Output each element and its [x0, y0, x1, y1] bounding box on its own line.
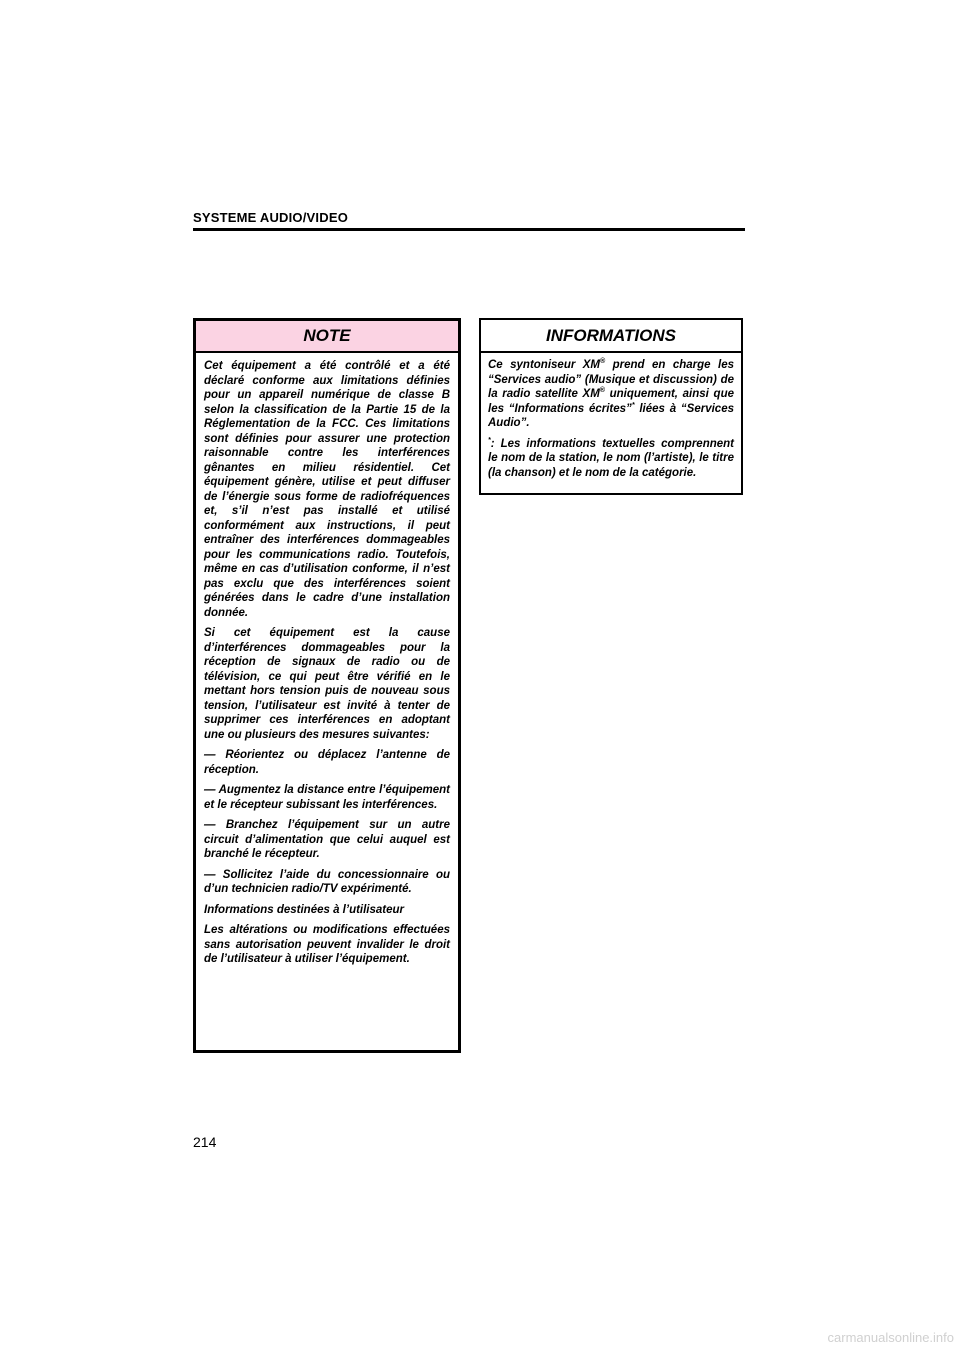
note-paragraph: — Sollicitez l’aide du concessionnaire ou d’un technicien radio/TV expérimenté.: [204, 868, 450, 895]
registered-mark: ®: [599, 387, 605, 395]
note-body: [196, 353, 458, 967]
note-title: NOTE: [196, 321, 458, 353]
footnote-star: *: [488, 436, 491, 444]
note-paragraph: Les altérations ou modifications effectuées sans autorisation peuvent invalider le droit de l’utilisateur à utiliser l’équipement.: [204, 924, 450, 965]
informations-footnote: [488, 437, 734, 481]
note-paragraph: — Branchez l’équipement sur un autre circuit d’alimentation que celui auquel est branché le récepteur.: [204, 819, 450, 860]
info-text: uniquement, ainsi que les “Informations écrites”: [488, 388, 734, 415]
registered-mark: ®: [600, 358, 606, 366]
note-paragraph: — Augmentez la distance entre l’équipement et le récepteur subissant les interférences.: [204, 784, 450, 811]
informations-paragraph: [488, 358, 734, 431]
note-paragraph: Si cet équipement est la cause d’interférences dommageables pour la réception de signaux de radio ou de télévision, ce qui peut être vérifié en le mettant hors tension puis de nouveau sous tension, l’utilisateur est invité à tenter de supprimer ces interférences en adoptant une ou plusieurs des mesures suivantes:: [204, 627, 450, 741]
informations-body: [481, 353, 741, 480]
info-text: Ce syntoniseur XM: [488, 359, 601, 371]
footnote-star: *: [631, 401, 635, 409]
watermark: carmanualsonline.info: [827, 1330, 954, 1345]
note-paragraph: Informations destinées à l’utilisateur: [204, 903, 405, 916]
info-text: prend en charge les “Services audio” (Musique et discussion) de la radio satellite XM: [488, 359, 734, 400]
info-text: liées à “Services Audio”.: [488, 402, 734, 429]
informations-title: INFORMATIONS: [481, 320, 741, 353]
header-rule: [193, 228, 745, 231]
note-box: [193, 318, 461, 1053]
section-header: SYSTEME AUDIO/VIDEO: [193, 210, 349, 225]
page-number: 214: [193, 1134, 217, 1150]
footnote-text: : Les informations textuelles comprennent le nom de la station, le nom (l’artiste), le titre (la chanson) et le nom de la catégorie.: [488, 437, 734, 479]
note-paragraph: Cet équipement a été contrôlé et a été déclaré conforme aux limitations définies pour un appareil numérique de classe B selon la classification de la Partie 15 de la Réglementation de la FCC. Ces limitations sont définies pour assurer une protection raisonnable contre les interférences gênantes en milieu résidentiel. Cet équipement génère, utilise et peut diffuser de l’énergie sous forme de radiofréquences et, s’il n’est pas installé et utilisé conformément aux instructions, il peut entraîner des interférences dommageables pour les communications radio. Toutefois, même en cas d’utilisation conforme, il n’est pas exclu que des interférences soient générées dans le cadre d’une installation donnée.: [204, 360, 450, 619]
informations-box: [479, 318, 743, 495]
note-paragraph: — Réorientez ou déplacez l’antenne de réception.: [204, 749, 450, 776]
